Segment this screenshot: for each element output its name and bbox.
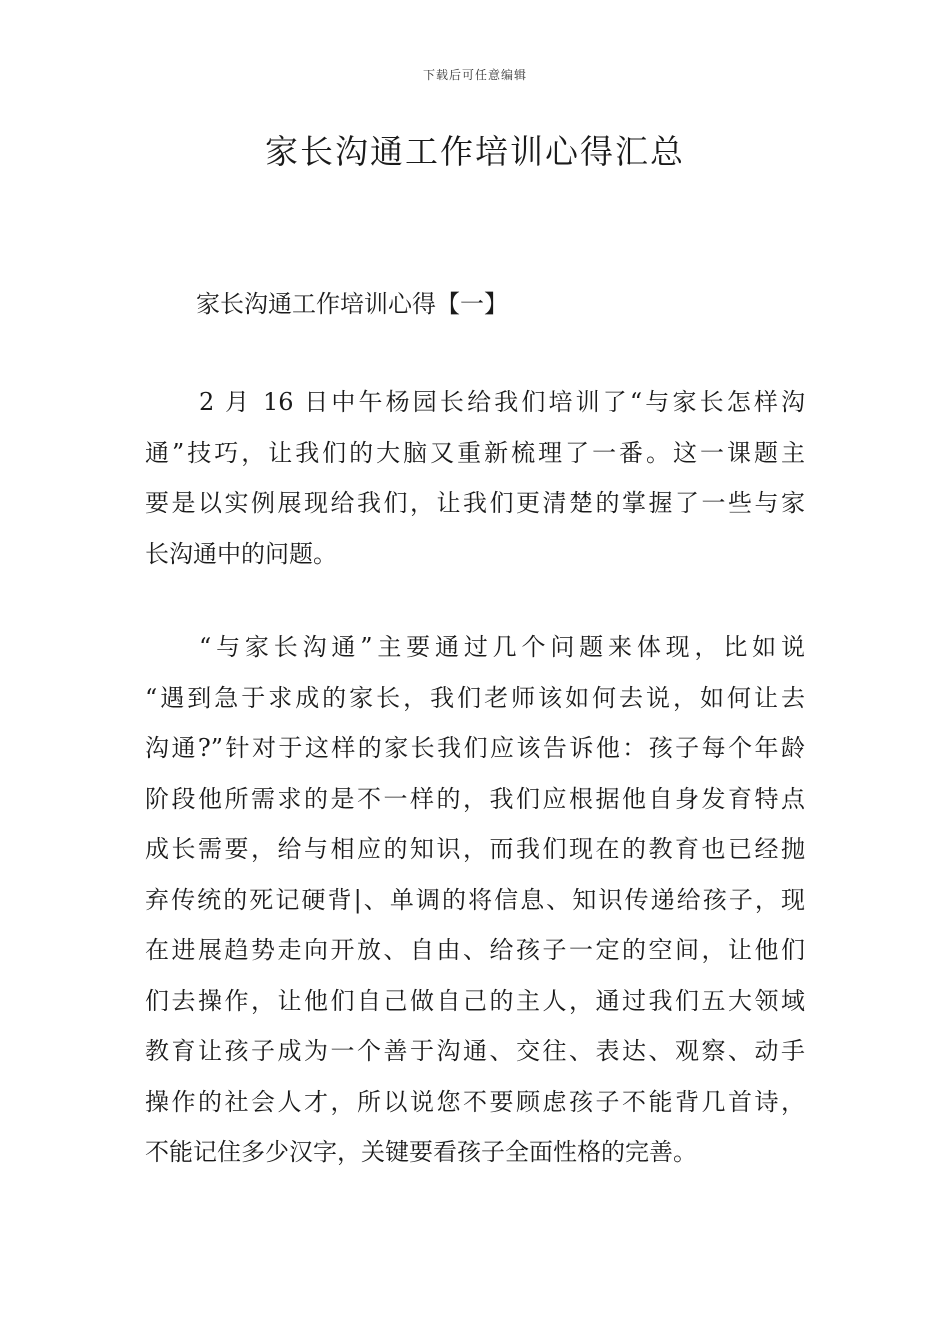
- paragraph-line: 通”技巧，让我们的大脑又重新梳理了一番。这一课题主: [145, 438, 805, 467]
- paragraph-line: 阶段他所需求的是不一样的，我们应根据他自身发育特点: [145, 784, 805, 813]
- paragraph-line: 教育让孩子成为一个善于沟通、交往、表达、观察、动手: [145, 1037, 805, 1065]
- body-paragraph-1: [145, 377, 805, 579]
- paragraph-line: 在进展趋势走向开放、自由、给孩子一定的空间，让他们: [145, 936, 805, 964]
- paragraph-line: 沟通?”针对于这样的家长我们应该告诉他：孩子每个年龄: [145, 734, 805, 762]
- body-paragraph-2: [145, 622, 805, 1178]
- section-heading: 家长沟通工作培训心得【一】: [196, 290, 508, 318]
- header-note: 下载后可任意编辑: [422, 68, 527, 82]
- paragraph-line: “遇到急于求成的家长，我们老师该如何去说，如何让去: [145, 683, 805, 712]
- paragraph-line: 要是以实例展现给我们，让我们更清楚的掌握了一些与家: [145, 489, 805, 517]
- paragraph-line: 弃传统的死记硬背|、单调的将信息、知识传递给孩子，现: [145, 885, 805, 914]
- paragraph-line: 们去操作，让他们自己做自己的主人，通过我们五大领域: [145, 986, 805, 1015]
- paragraph-line: 2 月 16 日中午杨园长给我们培训了“与家长怎样沟: [199, 388, 805, 416]
- paragraph-line: “与家长沟通”主要通过几个问题来体现，比如说: [199, 633, 805, 661]
- paragraph-line: 成长需要，给与相应的知识，而我们现在的教育也已经抛: [145, 835, 805, 863]
- paragraph-line: 不能记住多少汉字，关键要看孩子全面性格的完善。: [145, 1138, 697, 1166]
- paragraph-line: 操作的社会人才，所以说您不要顾虑孩子不能背几首诗，: [145, 1087, 805, 1116]
- document-title: 家长沟通工作培训心得汇总: [265, 132, 685, 171]
- paragraph-line: 长沟通中的问题。: [145, 539, 337, 568]
